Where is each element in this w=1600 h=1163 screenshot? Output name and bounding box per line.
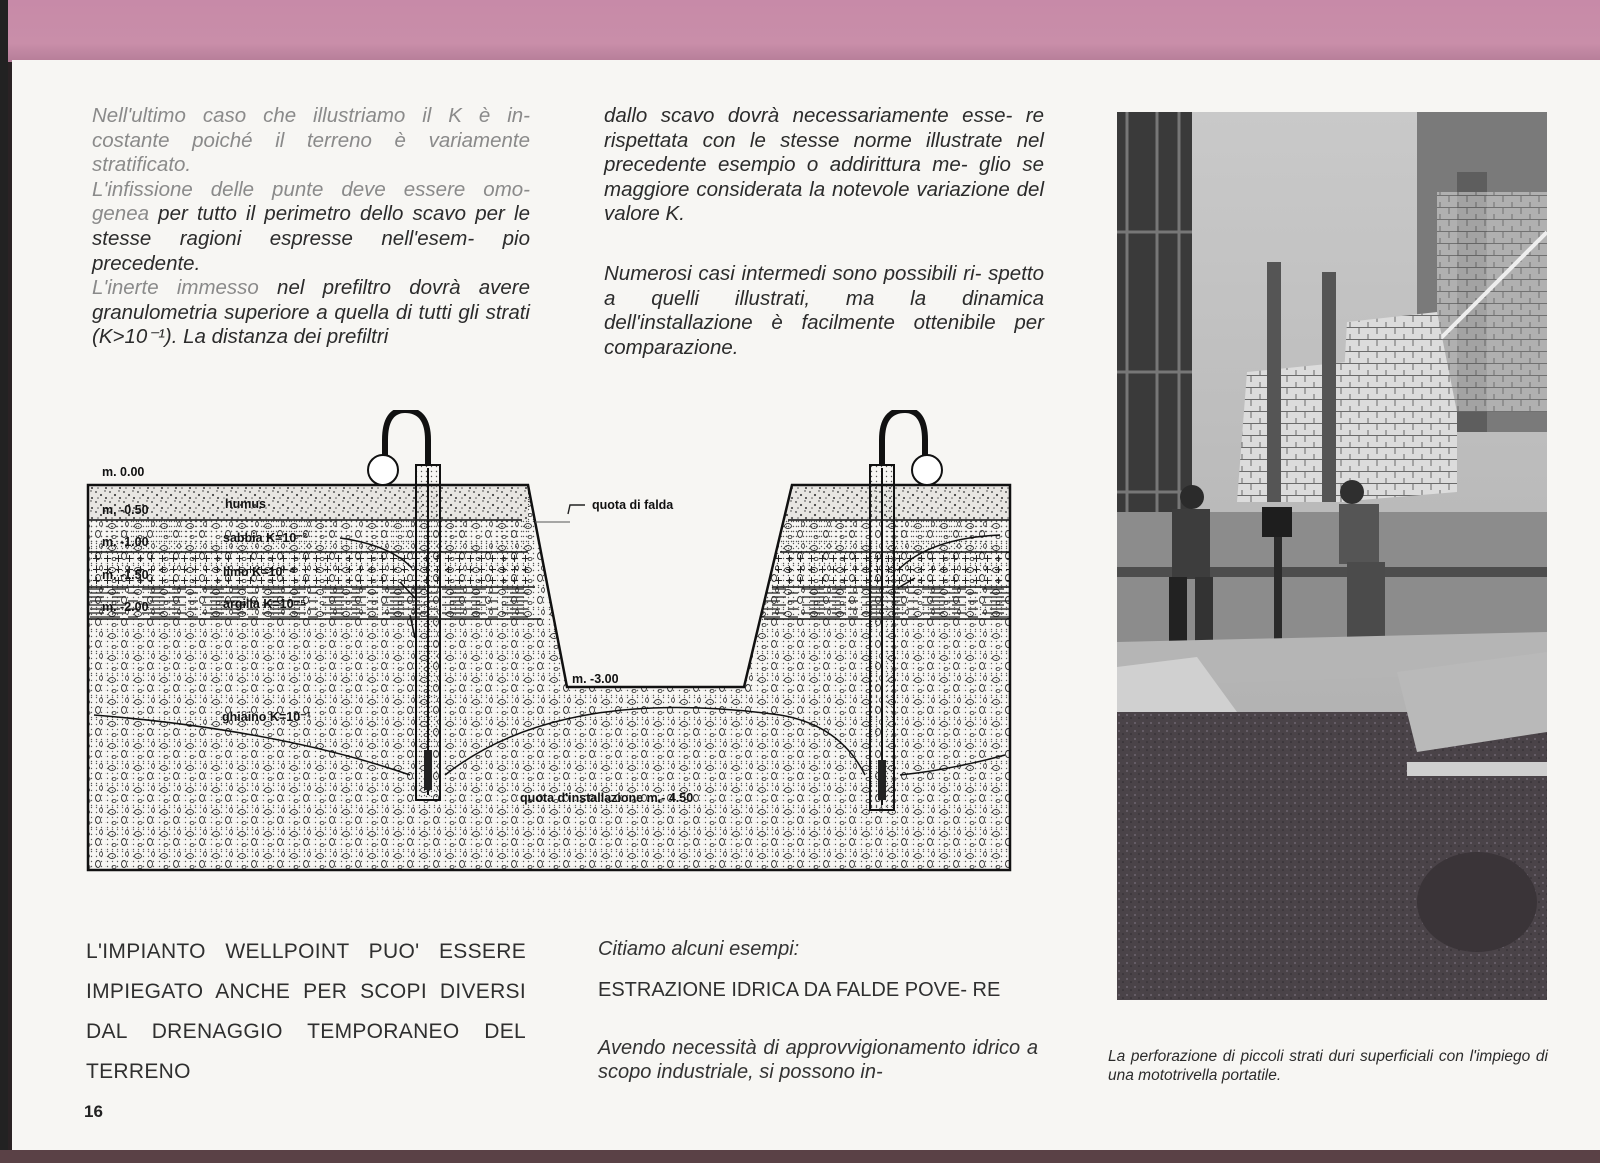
depth-label: m. -1.00	[102, 535, 149, 549]
example-subheading: ESTRAZIONE IDRICA DA FALDE POVE- RE	[598, 979, 1001, 1001]
layer-label: ghiaino K=10⁻¹	[222, 710, 311, 724]
paragraph	[92, 178, 530, 276]
page-bottom-edge	[0, 1150, 1600, 1163]
excavation-bottom-label: m. -3.00	[572, 672, 619, 686]
layer-label: humus	[225, 497, 266, 511]
wellpoint-uses-heading: L'IMPIANTO WELLPOINT PUO' ESSERE IMPIEGATO ANCHE PER SCOPI DIVERSI DAL DRENAGGIO TEMPORANEO DEL TERRENO	[86, 940, 526, 1083]
paragraph-faded-text: L'infissione delle punte deve essere omo- genea	[92, 177, 530, 226]
paragraph	[92, 104, 530, 178]
photo-caption: La perforazione di piccoli strati duri superficiali con l'impiego di una mototrivella portatile.	[1108, 1048, 1548, 1084]
brick-pile	[1337, 312, 1457, 502]
layer-label: argilla K=10⁻⁵	[223, 597, 306, 611]
page-left-edge	[0, 0, 8, 1163]
magazine-top-band	[0, 0, 1600, 62]
depth-label: m. -0.50	[102, 503, 149, 517]
paragraph-faded-text: Nell'ultimo caso che illustriamo il K è in- costante poiché il terreno è variamente stratificato.	[92, 104, 530, 177]
examples-intro: Citiamo alcuni esempi:	[598, 938, 800, 960]
paragraph-faded-text: L'inerte immesso	[92, 276, 259, 300]
middle-column-paragraph-2: Numerosi casi intermedi sono possibili ri- spetto a quelli illustrati, ma la dinamica dell'installazione è facilmente ottenibile per comparazione.	[604, 262, 1044, 359]
left-column-text	[92, 104, 530, 350]
wellpoint-cross-section-diagram	[80, 410, 1040, 890]
construction-site-photo	[1117, 112, 1547, 1000]
paragraph-text: per tutto il perimetro dello scavo per le stesse ragioni espresse nell'esem- pio precedente.	[92, 202, 530, 275]
paragraph	[92, 276, 530, 350]
layer-label: limo K=10⁻⁴	[223, 565, 296, 579]
middle-column-paragraph-1: dallo scavo dovrà necessariamente esse- re rispettata con le stesse norme illustrate nel precedente esempio o addirittura me- glio se maggiore considerata la notevole variazione del valore K.	[604, 104, 1044, 226]
depth-label: m. -1.50	[102, 568, 149, 582]
page-number: 16	[84, 1102, 103, 1121]
depth-label: m. 0.00	[102, 465, 145, 479]
layer-label: sabbia K=10⁻²	[223, 531, 308, 545]
example-text: Avendo necessità di approvvigionamento idrico a scopo industriale, si possono in-	[598, 1037, 1038, 1083]
installation-depth-label: quota d'installazione m.- 4.50	[520, 791, 694, 805]
paragraph-text: nel prefiltro dovrà avere granulometria superiore a quella di tutti gli strati (K>10⁻¹). La distanza dei prefiltri	[92, 276, 530, 349]
depth-label: m. -2.00	[102, 600, 149, 614]
water-table-label: quota di falda	[592, 498, 674, 512]
